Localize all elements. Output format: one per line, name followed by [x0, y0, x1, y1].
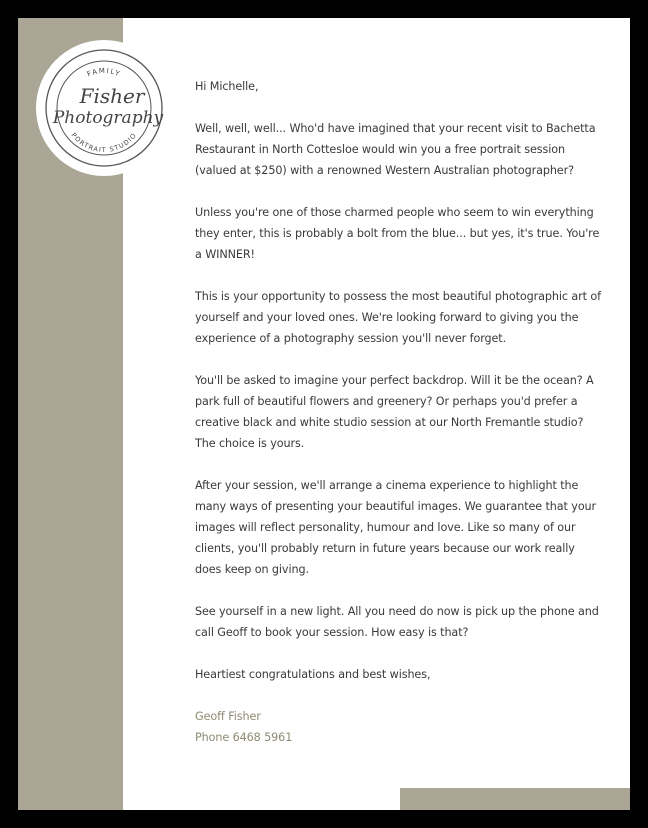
- logo-name-line2: Photography: [52, 108, 164, 128]
- logo-seal: [36, 40, 172, 176]
- paragraph-6: See yourself in a new light. All you need do now is pick up the phone and call Geoff to book your session. How easy is that?: [195, 605, 599, 639]
- footer-bar: [400, 788, 630, 810]
- paragraph-4: You'll be asked to imagine your perfect backdrop. Will it be the ocean? A park full of beautiful flowers and greenery? Or perhaps you'd prefer a creative black and white studio session at our North Fremantle studio? The choice is yours.: [195, 374, 594, 450]
- signature-phone: Phone 6468 5961: [195, 731, 293, 744]
- logo-bottom-text: PORTRAIT STUDIO: [69, 131, 139, 155]
- paragraph-5: After your session, we'll arrange a cinema experience to highlight the many ways of presenting your beautiful images. We guarantee that your images will reflect personality, humour and love. Like so many of our clients, you'll probably return in future years because our work really does keep on giving.: [195, 479, 597, 576]
- letter-page: [18, 18, 630, 810]
- closing: Heartiest congratulations and best wishes,: [195, 668, 431, 681]
- logo-name-line1: Fisher: [79, 84, 145, 108]
- letter-body: [195, 76, 603, 748]
- signature-name: Geoff Fisher: [195, 710, 261, 723]
- paragraph-2: Unless you're one of those charmed people who seem to win everything they enter, this is probably a bolt from the blue... but yes, it's true. You're a WINNER!: [195, 206, 600, 261]
- paragraph-3: This is your opportunity to possess the most beautiful photographic art of yourself and your loved ones. We're looking forward to giving you the experience of a photography session you'll never forget.: [195, 290, 602, 345]
- greeting: Hi Michelle,: [195, 80, 259, 93]
- signature-block: [195, 706, 603, 748]
- paragraph-1: Well, well, well... Who'd have imagined that your recent visit to Bachetta Restaurant in North Cottesloe would win you a free portrait session (valued at $250) with a renowned Western Australian photographer?: [195, 122, 596, 177]
- logo-top-text: FAMILY: [85, 66, 123, 79]
- fisher-photography-logo: [36, 40, 172, 176]
